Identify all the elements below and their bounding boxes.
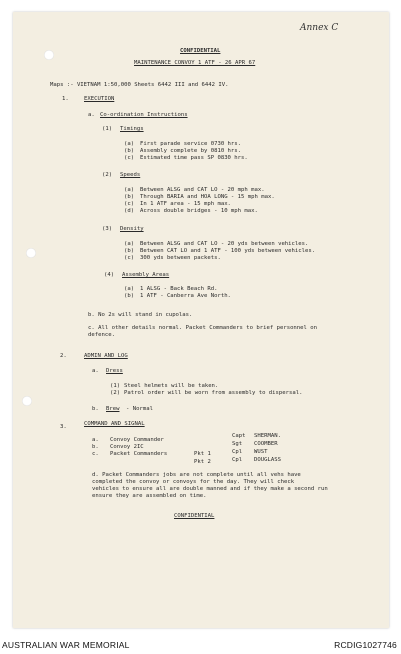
coordination-heading: Co-ordination Instructions [100, 112, 188, 118]
para-c-line2: defence. [88, 332, 115, 338]
document-title: MAINTENANCE CONVOY 1 ATF - 26 APR 67 [134, 60, 256, 66]
dress-item-text: Steel helmets will be taken. [124, 383, 219, 389]
para-d-line: vehicles to ensure all are double manned and if they make a second run [92, 486, 328, 492]
command-row-packet: Pkt 2 [194, 459, 211, 465]
para-a-label: a. [88, 112, 95, 118]
brew-label: b. [92, 406, 99, 412]
command-row-rank: Capt [232, 433, 246, 439]
timings-heading: Timings [120, 126, 144, 132]
section-2-heading: ADMIN AND LOG [84, 353, 128, 359]
command-row-packet: Pkt 1 [194, 451, 211, 457]
timings-item-key: (c) [124, 155, 135, 161]
density-number: (3) [102, 226, 113, 232]
dress-label: a. [92, 368, 99, 374]
speeds-item-key: (d) [124, 208, 135, 214]
command-row-key: a. [92, 437, 99, 443]
para-d-line: d. Packet Commanders jobs are not complete until all vehs have [92, 472, 301, 478]
speeds-number: (2) [102, 172, 113, 178]
archive-reference: RCDIG1027746 [334, 640, 397, 650]
command-row-key: b. [92, 444, 99, 450]
command-row-name: DOUGLASS [254, 457, 281, 463]
command-row-name: WUST [254, 449, 268, 455]
archive-credit: AUSTRALIAN WAR MEMORIAL [2, 640, 130, 650]
timings-item-text: Estimated time pass SP 0830 hrs. [140, 155, 248, 161]
timings-item-text: First parade service 0730 hrs. [140, 141, 242, 147]
timings-item-text: Assembly complete by 0810 hrs. [140, 148, 242, 154]
section-1-heading: EXECUTION [84, 96, 115, 102]
assembly-number: (4) [104, 272, 115, 278]
density-item-text: Between ALSG and CAT LO - 20 yds between vehicles. [140, 241, 309, 247]
command-row-name: COOMBER [254, 441, 278, 447]
density-item-key: (a) [124, 241, 135, 247]
dress-heading: Dress [106, 368, 123, 374]
dress-item-key: (2) [110, 390, 121, 396]
assembly-heading: Assembly Areas [122, 272, 170, 278]
command-row-rank: Cpl [232, 457, 243, 463]
document-page [13, 12, 389, 628]
speeds-item-text: In 1 ATF area - 15 mph max. [140, 201, 231, 207]
section-3-heading: COMMAND AND SIGNAL [84, 421, 145, 427]
timings-number: (1) [102, 126, 113, 132]
timings-item-key: (a) [124, 141, 135, 147]
para-c-line1: c. All other details normal. Packet Commanders to brief personnel on [88, 325, 318, 331]
speeds-item-key: (a) [124, 187, 135, 193]
speeds-item-text: Between ALSG and CAT LO - 20 mph max. [140, 187, 265, 193]
command-row-role: Convoy 2IC [110, 444, 144, 450]
command-row-role: Packet Commanders [110, 451, 168, 457]
density-item-text: 300 yds between packets. [140, 255, 221, 261]
annex-annotation: Annex C [300, 23, 339, 33]
density-heading: Density [120, 226, 144, 232]
assembly-item-key: (b) [124, 293, 135, 299]
section-2-number: 2. [60, 353, 67, 359]
punch-hole-middle [26, 248, 36, 258]
assembly-item-text: 1 ATF - Canberra Ave North. [140, 293, 231, 299]
para-d-line: completed the convoy or convoys for the day. They will check [92, 479, 295, 485]
speeds-item-key: (b) [124, 194, 135, 200]
timings-item-key: (b) [124, 148, 135, 154]
classification-header: CONFIDENTIAL [180, 48, 221, 54]
brew-text: - Normal [126, 406, 153, 412]
density-item-key: (c) [124, 255, 135, 261]
density-item-key: (b) [124, 248, 135, 254]
classification-footer: CONFIDENTIAL [174, 513, 215, 519]
speeds-heading: Speeds [120, 172, 141, 178]
command-row-name: SHERMAN. [254, 433, 281, 439]
command-row-rank: Cpl [232, 449, 243, 455]
para-b-cupolas: b. No 2s will stand in cupolas. [88, 312, 193, 318]
dress-item-text: Patrol order will be worn from assembly to dispersal. [124, 390, 303, 396]
maps-line: Maps :- VIETNAM 1:50,000 Sheets 6442 III and 6442 IV. [50, 82, 229, 88]
dress-item-key: (1) [110, 383, 121, 389]
command-row-role: Convoy Commander [110, 437, 164, 443]
speeds-item-key: (c) [124, 201, 135, 207]
assembly-item-key: (a) [124, 286, 135, 292]
para-d-line: ensure they are assembled on time. [92, 493, 207, 499]
speeds-item-text: Through BARIA and HOA LONG - 15 mph max. [140, 194, 275, 200]
command-row-rank: Sgt [232, 441, 243, 447]
punch-hole-top [44, 50, 54, 60]
assembly-item-text: 1 ALSG - Back Beach Rd. [140, 286, 218, 292]
command-row-key: c. [92, 451, 99, 457]
punch-hole-bottom [22, 396, 32, 406]
density-item-text: Between CAT LO and 1 ATF - 100 yds between vehicles. [140, 248, 316, 254]
section-1-number: 1. [62, 96, 69, 102]
section-3-number: 3. [60, 424, 67, 430]
speeds-item-text: Across double bridges - 10 mph max. [140, 208, 258, 214]
brew-heading: Brew [106, 406, 120, 412]
